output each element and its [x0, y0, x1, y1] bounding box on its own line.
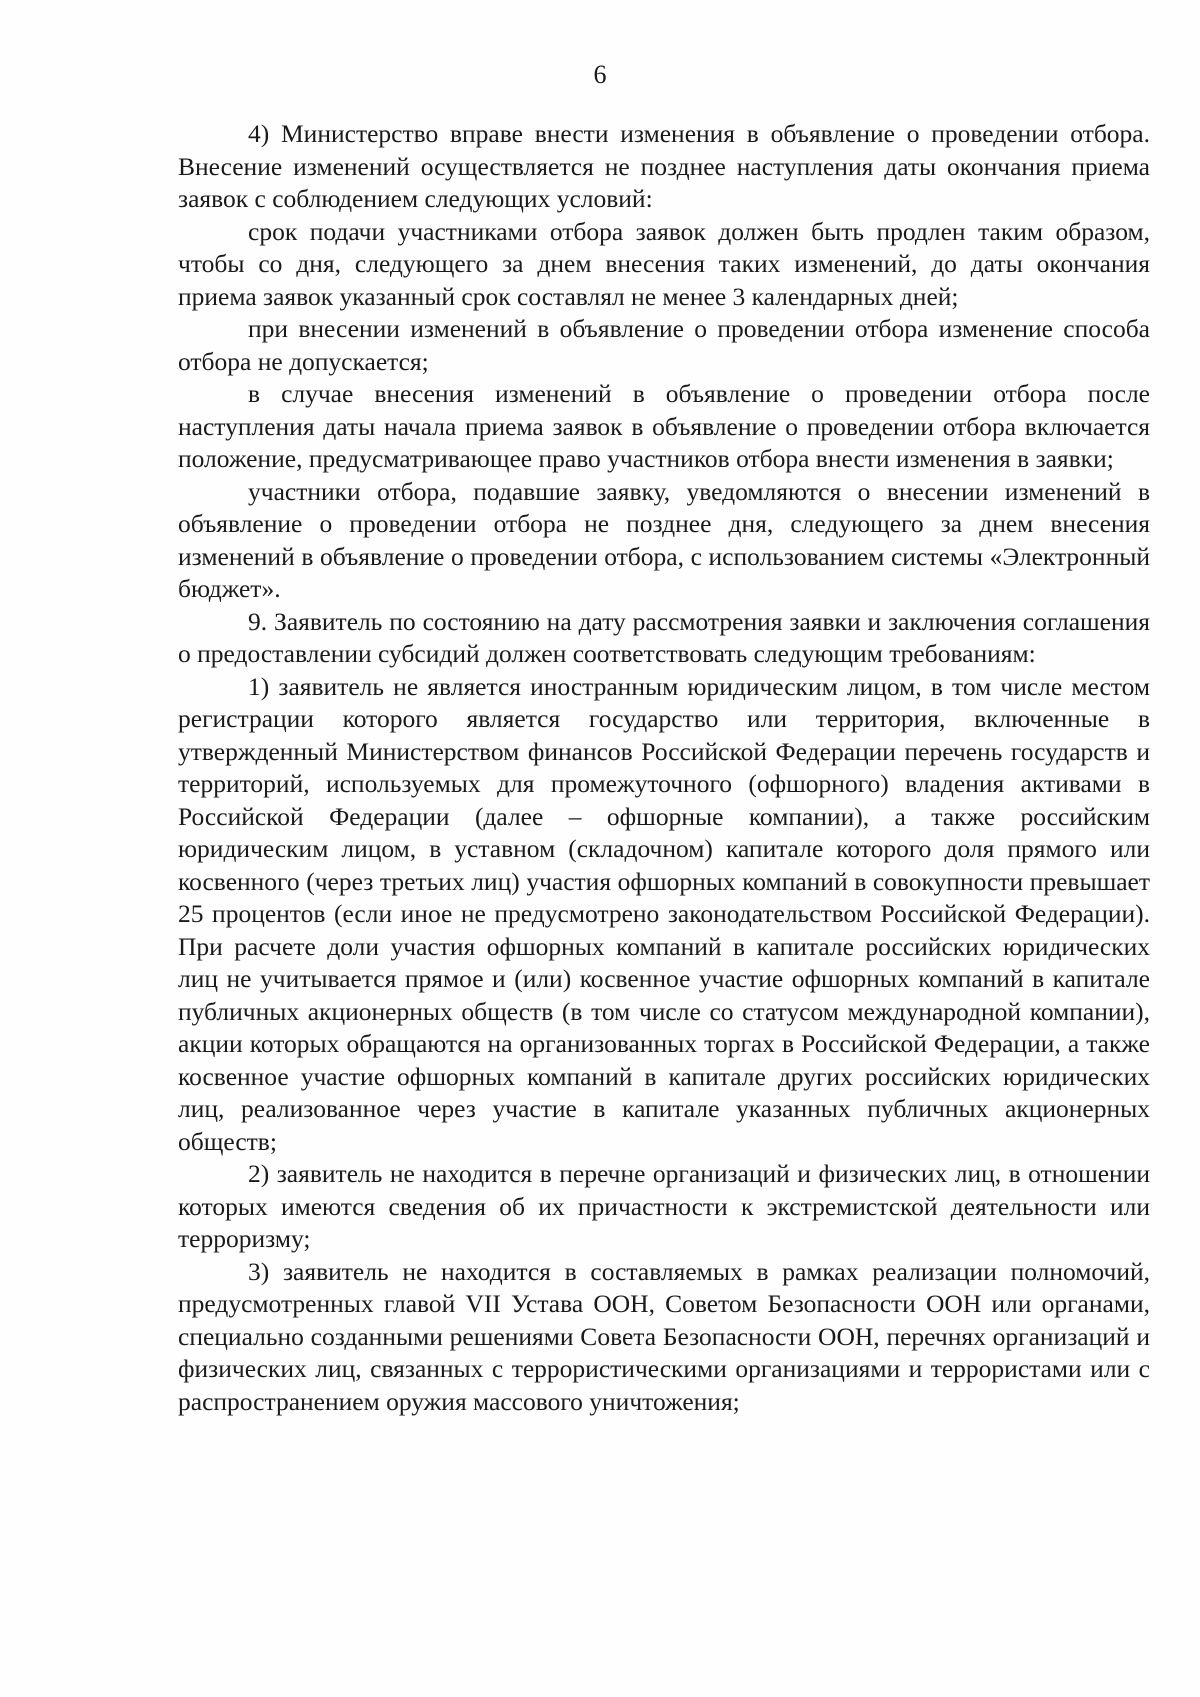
paragraph-requirement-1-offshore: 1) заявитель не является иностранным юридическим лицом, в том числе местом регистрации которого является государство или территория, включенные в утвержденный Министерством финансов Российской Федерации перечень государств и территорий, используемых для промежуточного (офшорного) владения активами в Российской Федерации (далее – офшорные компании), а также российским юридическим лицом, в уставном (складочном) капитале которого доля прямого или косвенного (через третьих лиц) участия офшорных компаний в совокупности превышает 25 процентов (если иное не предусмотрено законодательством Российской Федерации). При расчете доли участия офшорных компаний в капитале российских юридических лиц не учитывается прямое и (или) косвенное участие офшорных компаний в капитале публичных акционерных обществ (в том числе со статусом международной компании), акции которых обращаются на организованных торгах в Российской Федерации, а также косвенное участие офшорных компаний в капитале других российских юридических лиц, реализованное через участие в капитале указанных публичных акционерных обществ;: [178, 671, 1150, 1156]
paragraph-participant-notice: участники отбора, подавшие заявку, уведомляются о внесении изменений в объявление о проведении отбора не позднее дня, следующего за днем внесения изменений в объявление о проведении отбора, с использованием системы «Электронный бюджет».: [178, 476, 1150, 603]
paragraph-4-amendments: 4) Министерство вправе внести изменения в объявление о проведении отбора. Внесение изменений осуществляется не позднее наступления даты окончания приема заявок с соблюдением следующих условий:: [178, 119, 1150, 213]
paragraph-deadline-extension: срок подачи участниками отбора заявок должен быть продлен таким образом, чтобы со дня, следующего за днем внесения таких изменений, до даты окончания приема заявок указанный срок составлял не менее 3 календарных дней;: [178, 216, 1150, 311]
document-body: [178, 118, 1150, 1418]
paragraph-requirement-3-un-lists: 3) заявитель не находится в составляемых в рамках реализации полномочий, предусмотренных главой VII Устава ООН, Советом Безопасности ООН или органами, специально созданными решениями Совета Безопасности ООН, перечнях организаций и физических лиц, связанных с террористическими организациями и террористами или с распространением оружия массового уничтожения;: [178, 1256, 1150, 1416]
paragraph-requirement-2-extremism: 2) заявитель не находится в перечне организаций и физических лиц, в отношении которых имеются сведения об их причастности к экстремистской деятельности или терроризму;: [178, 1159, 1150, 1253]
page-number: 6: [593, 60, 607, 89]
paragraph-method-unchanged: при внесении изменений в объявление о проведении отбора изменение способа отбора не допускается;: [178, 314, 1150, 376]
paragraph-amend-applications: в случае внесения изменений в объявление о проведении отбора после наступления даты начала приема заявок в объявление о проведении отбора включается положение, предусматривающее право участников отбора внести изменения в заявки;: [178, 379, 1150, 473]
paragraph-9-requirements: 9. Заявитель по состоянию на дату рассмотрения заявки и заключения соглашения о предоставлении субсидий должен соответствовать следующим требованиям:: [178, 606, 1150, 668]
